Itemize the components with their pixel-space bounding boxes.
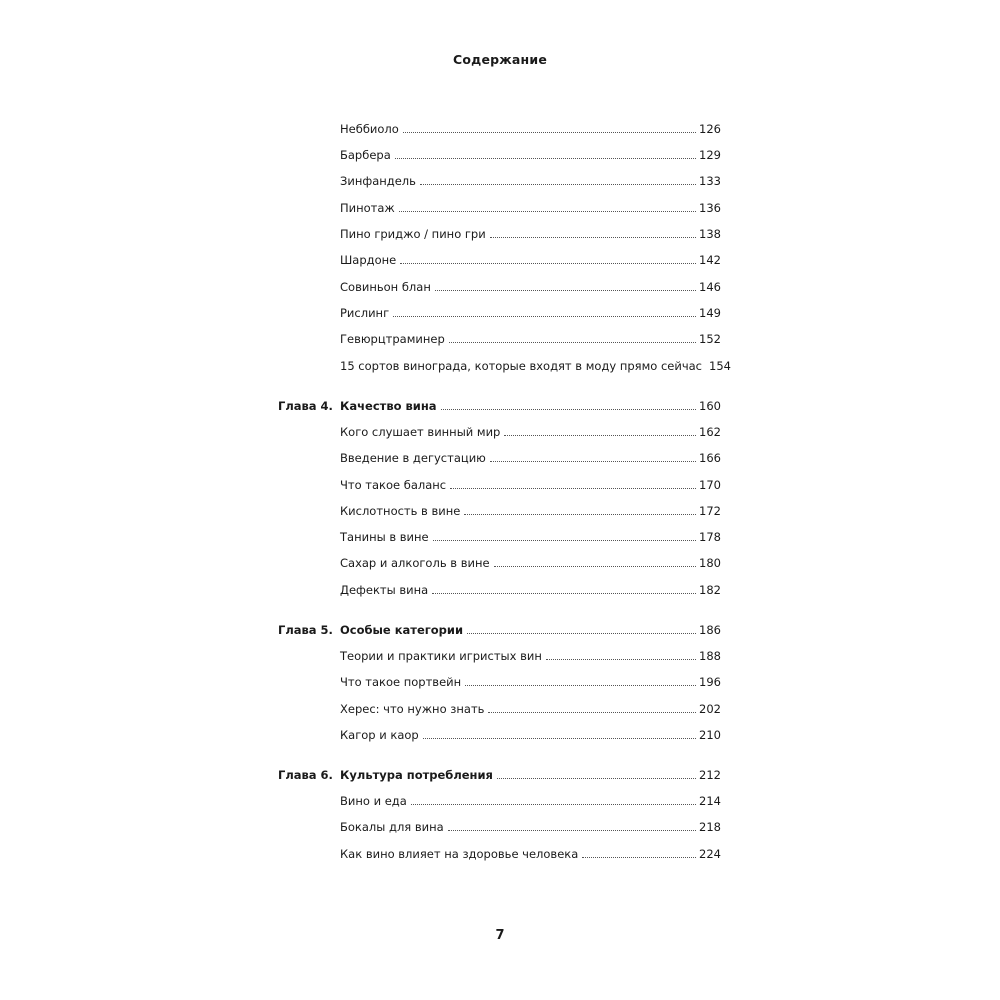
toc-page-number: 129 [699, 148, 721, 162]
toc-entry[interactable] [340, 843, 721, 861]
toc-entry[interactable] [340, 328, 721, 346]
toc-entry[interactable] [340, 447, 721, 465]
toc-page-number: 188 [699, 649, 721, 663]
chapter-number: Глава 4. [278, 399, 333, 413]
toc-entry-title: Бокалы для вина [340, 820, 444, 834]
toc-entry[interactable] [340, 724, 721, 742]
dot-leader [435, 290, 696, 291]
page-title: Содержание [452, 52, 548, 67]
toc-entry[interactable] [340, 118, 721, 136]
toc-entry[interactable] [340, 698, 721, 716]
dot-leader [393, 316, 696, 317]
toc-page-number: 133 [699, 174, 721, 188]
dot-leader [504, 435, 696, 436]
dot-leader [464, 514, 696, 515]
toc-entry-title: Кагор и каор [340, 728, 419, 742]
toc-page-number: 136 [699, 201, 721, 215]
toc-entry[interactable] [340, 579, 721, 597]
toc-entry-title: Что такое портвейн [340, 675, 462, 689]
toc-page-number: 218 [699, 820, 721, 834]
toc-entry-title: Зинфандель [340, 174, 416, 188]
toc-page-number: 202 [699, 702, 721, 716]
toc-chapter-entry[interactable] [278, 764, 721, 782]
toc-entry-title: Херес: что нужно знать [340, 702, 485, 716]
dot-leader [433, 540, 696, 541]
dot-leader [488, 712, 696, 713]
toc-entry-title: Что такое баланс [340, 478, 447, 492]
toc-page-number: 196 [699, 675, 721, 689]
dot-leader [423, 738, 696, 739]
dot-leader [450, 488, 696, 489]
toc-page-number: 142 [699, 253, 721, 267]
dot-leader [465, 685, 696, 686]
toc-entry-title: Барбера [340, 148, 391, 162]
dot-leader [432, 593, 696, 594]
toc-entry[interactable] [340, 671, 721, 689]
chapter-number: Глава 5. [278, 623, 333, 637]
toc-entry-title: Особые категории [340, 623, 464, 637]
toc-entry[interactable] [340, 645, 721, 663]
toc-page-number: 224 [699, 847, 721, 861]
toc-page-number: 160 [699, 399, 721, 413]
toc-entry-title: Теории и практики игристых вин [340, 649, 542, 663]
toc-entry-title: Кислотность в вине [340, 504, 461, 518]
toc-page-number: 162 [699, 425, 721, 439]
toc-page-number: 178 [699, 530, 721, 544]
dot-leader [490, 237, 696, 238]
toc-entry[interactable] [340, 355, 731, 373]
chapter-number: Глава 6. [278, 768, 333, 782]
toc-entry-title: Танины в вине [340, 530, 429, 544]
toc-page-number: 182 [699, 583, 721, 597]
toc-entry-title: Введение в дегустацию [340, 451, 486, 465]
dot-leader [582, 857, 696, 858]
page-number: 7 [495, 928, 505, 943]
toc-entry-title: Пино гриджо / пино гри [340, 227, 486, 241]
toc-page-number: 149 [699, 306, 721, 320]
dot-leader [546, 659, 696, 660]
toc-page-number: 152 [699, 332, 721, 346]
dot-leader [395, 158, 696, 159]
toc-page-number: 186 [699, 623, 721, 637]
toc-entry-title: Совиньон блан [340, 280, 431, 294]
toc-entry[interactable] [340, 197, 721, 215]
dot-leader [420, 184, 696, 185]
toc-page-number: 138 [699, 227, 721, 241]
toc-entry[interactable] [340, 526, 721, 544]
toc-page-number: 172 [699, 504, 721, 518]
dot-leader [411, 804, 696, 805]
dot-leader [467, 633, 696, 634]
dot-leader [441, 409, 696, 410]
toc-entry[interactable] [340, 474, 721, 492]
toc-entry-title: Вино и еда [340, 794, 407, 808]
toc-entry[interactable] [340, 421, 721, 439]
toc-entry-title: Неббиоло [340, 122, 399, 136]
toc-entry[interactable] [340, 170, 721, 188]
toc-entry-title: Культура потребления [340, 768, 493, 782]
toc-page-number: 212 [699, 768, 721, 782]
toc-entry[interactable] [340, 816, 721, 834]
dot-leader [497, 778, 696, 779]
toc-entry-title: Качество вина [340, 399, 437, 413]
dot-leader [449, 342, 696, 343]
toc-entry-title: Шардоне [340, 253, 397, 267]
toc-page-number: 214 [699, 794, 721, 808]
toc-entry[interactable] [340, 249, 721, 267]
toc-chapter-entry[interactable] [278, 395, 721, 413]
toc-page-number: 166 [699, 451, 721, 465]
toc-page-number: 170 [699, 478, 721, 492]
toc-entry[interactable] [340, 223, 721, 241]
toc-entry[interactable] [340, 302, 721, 320]
toc-entry[interactable] [340, 552, 721, 570]
toc-entry-title: Гевюрцтраминер [340, 332, 445, 346]
toc-entry-title: Дефекты вина [340, 583, 429, 597]
toc-entry-title: Сахар и алкоголь в вине [340, 556, 490, 570]
toc-chapter-entry[interactable] [278, 619, 721, 637]
toc-entry-title: Пинотаж [340, 201, 395, 215]
toc-page-number: 154 [709, 359, 731, 373]
toc-page-number: 210 [699, 728, 721, 742]
toc-entry-title: Как вино влияет на здоровье человека [340, 847, 579, 861]
toc-entry[interactable] [340, 276, 721, 294]
dot-leader [399, 211, 696, 212]
toc-entry-title: Кого слушает винный мир [340, 425, 501, 439]
toc-page-number: 146 [699, 280, 721, 294]
toc-entry-title: 15 сортов винограда, которые входят в моду прямо сейчас [340, 359, 702, 373]
toc-page-number: 126 [699, 122, 721, 136]
dot-leader [448, 830, 696, 831]
dot-leader [400, 263, 696, 264]
toc-entry-title: Рислинг [340, 306, 390, 320]
toc-page-number: 180 [699, 556, 721, 570]
toc-entry[interactable] [340, 790, 721, 808]
dot-leader [403, 132, 696, 133]
dot-leader [490, 461, 696, 462]
toc-entry[interactable] [340, 500, 721, 518]
toc-entry[interactable] [340, 144, 721, 162]
dot-leader [494, 566, 697, 567]
